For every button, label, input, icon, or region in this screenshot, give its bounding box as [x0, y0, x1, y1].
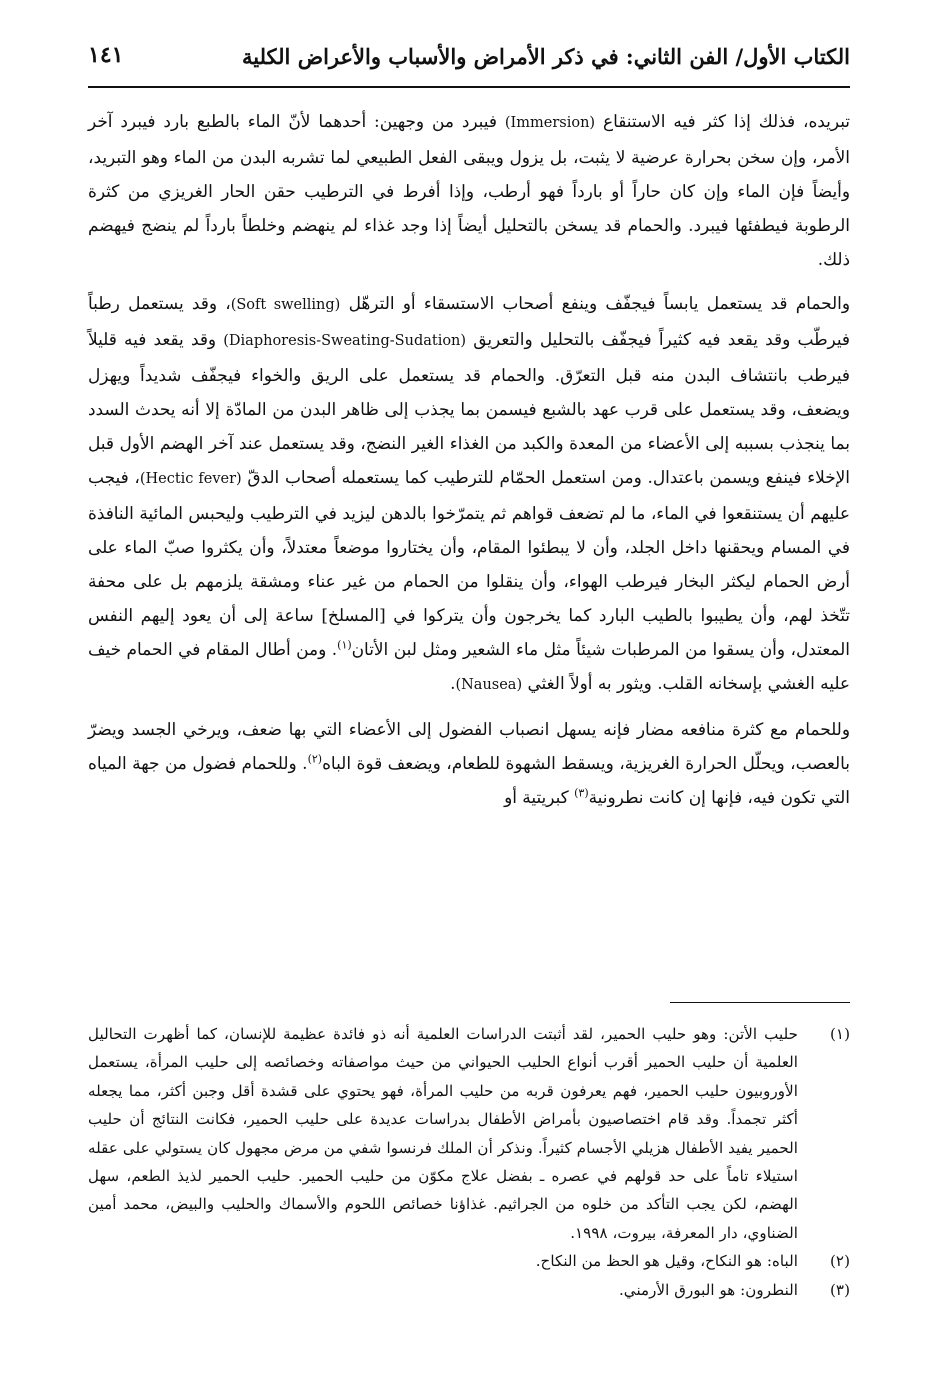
latin-term: (Hectic fever)	[139, 471, 242, 487]
text-run: وللحمام مع كثرة منافعه مضار فإنه يسهل انصباب الفضول إلى الأعضاء التي بها ضعف، ويرخي الجسد ويضرّ بالعصب، ويحلّل الحرارة الغريزية، ويسقط الشهوة للطعام، ويضعف قوة الباه	[88, 719, 850, 773]
latin-term: (Immersion)	[504, 115, 596, 131]
latin-term: (Nausea)	[455, 677, 523, 693]
paragraph	[88, 712, 850, 814]
header-rule	[88, 86, 850, 88]
running-header	[88, 30, 850, 82]
latin-term: (Diaphoresis-Sweating-Sudation)	[223, 333, 467, 349]
footnote-separator	[670, 1002, 850, 1003]
latin-term: (Soft swelling)	[230, 297, 341, 313]
footnote-ref: (١)	[337, 638, 352, 652]
page-number: ١٤١	[88, 42, 124, 68]
footnotes	[88, 1020, 850, 1304]
footnote	[88, 1020, 850, 1247]
footnote	[88, 1276, 850, 1304]
text-run: وقد يقعد فيه قليلاً فيرطب بانتشاف البدن منه قبل التعرّق. والحمام قد يستعمل على الريق والخواء فيجفّف شديداً ويهزل ويضعف، وقد يستعمل على قرب عهد بالشبع فيسمن بما يجذب إلى ظاهر البدن من المادّة إلا أنه يحدث السدد بما ينجذب بسببه إلى الأعضاء من المعدة والكبد من الغذاء الغير النضج، وقد يستعمل عند آخر الهضم الأول قبل الإخلاء فينفع ويسمن باعتدال. ومن استعمل الحمّام للترطيب كما يستعمله أصحاب الدقّ	[88, 329, 850, 487]
text-run: فيبرد من وجهين: أحدهما لأنّ الماء بالطبع بارد فيبرد آخر الأمر، وإن سخن بحرارة عرضية لا يثبت، بل يزول ويبقى الفعل الطبيعي لما تشربه البدن من الماء وهو التبريد، وأيضاً فإن الماء وإن كان حاراً أو بارداً فهو أرطب، وإذا أفرط في الترطيب حقن الحار الغريزي من كثرة الرطوبة فيطفئها فيبرد. والحمام قد يسخن بالتحليل أيضاً إذا وجد غذاء لم ينهضم وخلطاً بارداً لم ينضج فيهضم ذلك.	[88, 111, 850, 269]
text-run: . وللحمام فضول من جهة المياه التي تكون فيه، فإنها إن كانت نطرونية	[88, 753, 850, 807]
footnote	[88, 1247, 850, 1275]
text-run: .	[450, 673, 456, 693]
text-run: تبريده، فذلك إذا كثر فيه الاستنقاع	[595, 111, 850, 131]
body-text	[88, 104, 850, 814]
footnote-number: (١)	[829, 1025, 850, 1043]
footnote-ref: (٣)	[574, 786, 589, 800]
footnote-text: الباه: هو النكاح، وقيل هو الحظ من النكاح.	[535, 1252, 798, 1271]
paragraph	[88, 104, 850, 276]
footnote-ref: (٢)	[307, 752, 323, 766]
header-title: الكتاب الأول/ الفن الثاني: في ذكر الأمراض والأسباب والأعراض الكلية	[242, 44, 850, 69]
footnote-number: (٢)	[829, 1252, 850, 1271]
footnote-text: النطرون: هو البورق الأرمني.	[618, 1280, 798, 1299]
text-run: . ومن أطال المقام في الحمام خيف عليه الغشي بإسخانه القلب. ويثور به أولاً الغثي	[88, 639, 850, 693]
footnote-number: (٣)	[829, 1280, 850, 1299]
text-run: ، فيجب عليهم أن يستنقعوا في الماء، ما لم تضعف قواهم ثم يتمرّخوا بالدهن ليزيد في الترطيب وليحبس المائية النافذة في المسام ويحقنها داخل الجلد، وأن لا يبطئوا المقام، وأن يختاروا موضعاً معتدلاً، وأن يكثروا صبّ الماء على أرض الحمام ليكثر البخار فيرطب الهواء، وأن ينقلوا من الحمام من غير عناء ومشقة يلزمهم بل على محفة تتّخذ لهم، وأن يطيبوا بالطيب البارد كما يخرجون وأن يتركوا في [المسلخ] ساعة إلى أن يعود إليهم النفس المعتدل، وأن يسقوا من المرطبات شيئاً مثل ماء الشعير ومثل لبن الأتان	[88, 467, 850, 659]
book-page	[88, 30, 850, 1370]
text-run: والحمام قد يستعمل يابساً فيجفّف وينفع أصحاب الاستسقاء أو الترهّل	[340, 293, 850, 313]
paragraph	[88, 286, 850, 702]
text-run: كبريتية أو	[504, 787, 575, 807]
footnote-text: حليب الأتن: وهو حليب الحمير، لقد أثبتت الدراسات العلمية أنه ذو فائدة عظيمة للإنسان، كما أظهرت التحاليل العلمية أن حليب الحمير أقرب أنواع الحليب الحيواني من حيث مواصفاته وخصائصه إلى حليب المرأة، يستعمل الأوروبيون حليب الحمير، فهم يعرفون قربه من حليب المرأة، فهو يحتوي على قشدة أقل وجبن أكثر، مما يجعله أكثر تجمداً. وقد قام اختصاصيون بأمراض الأطفال بدراسات عديدة على حليب الحمير، فكانت النتائج أن حليب الحمير يفيد الأطفال هزيلي الأجسام كثيراً. ونذكر أن الملك فرنسوا شفي من مرض مجهول كان يستولي على عقله استيلاء تاماً على حد قولهم في عصره ـ بفضل علاج مكوّن من حليب الحمير. حليب الحمير لذيذ الطعم، سهل الهضم، لكن يجب التأكد من خلوه من الجراثيم. غذاؤنا خصائص اللحوم والأسماك والحليب والبيض، محمد أمين الضناوي، دار المعرفة، بيروت، ١٩٩٨.	[88, 1025, 798, 1242]
text-run: ، وقد يستعمل رطباً فيرطّب وقد يقعد فيه كثيراً فيجفّف بالتحليل والتعريق	[88, 293, 850, 349]
